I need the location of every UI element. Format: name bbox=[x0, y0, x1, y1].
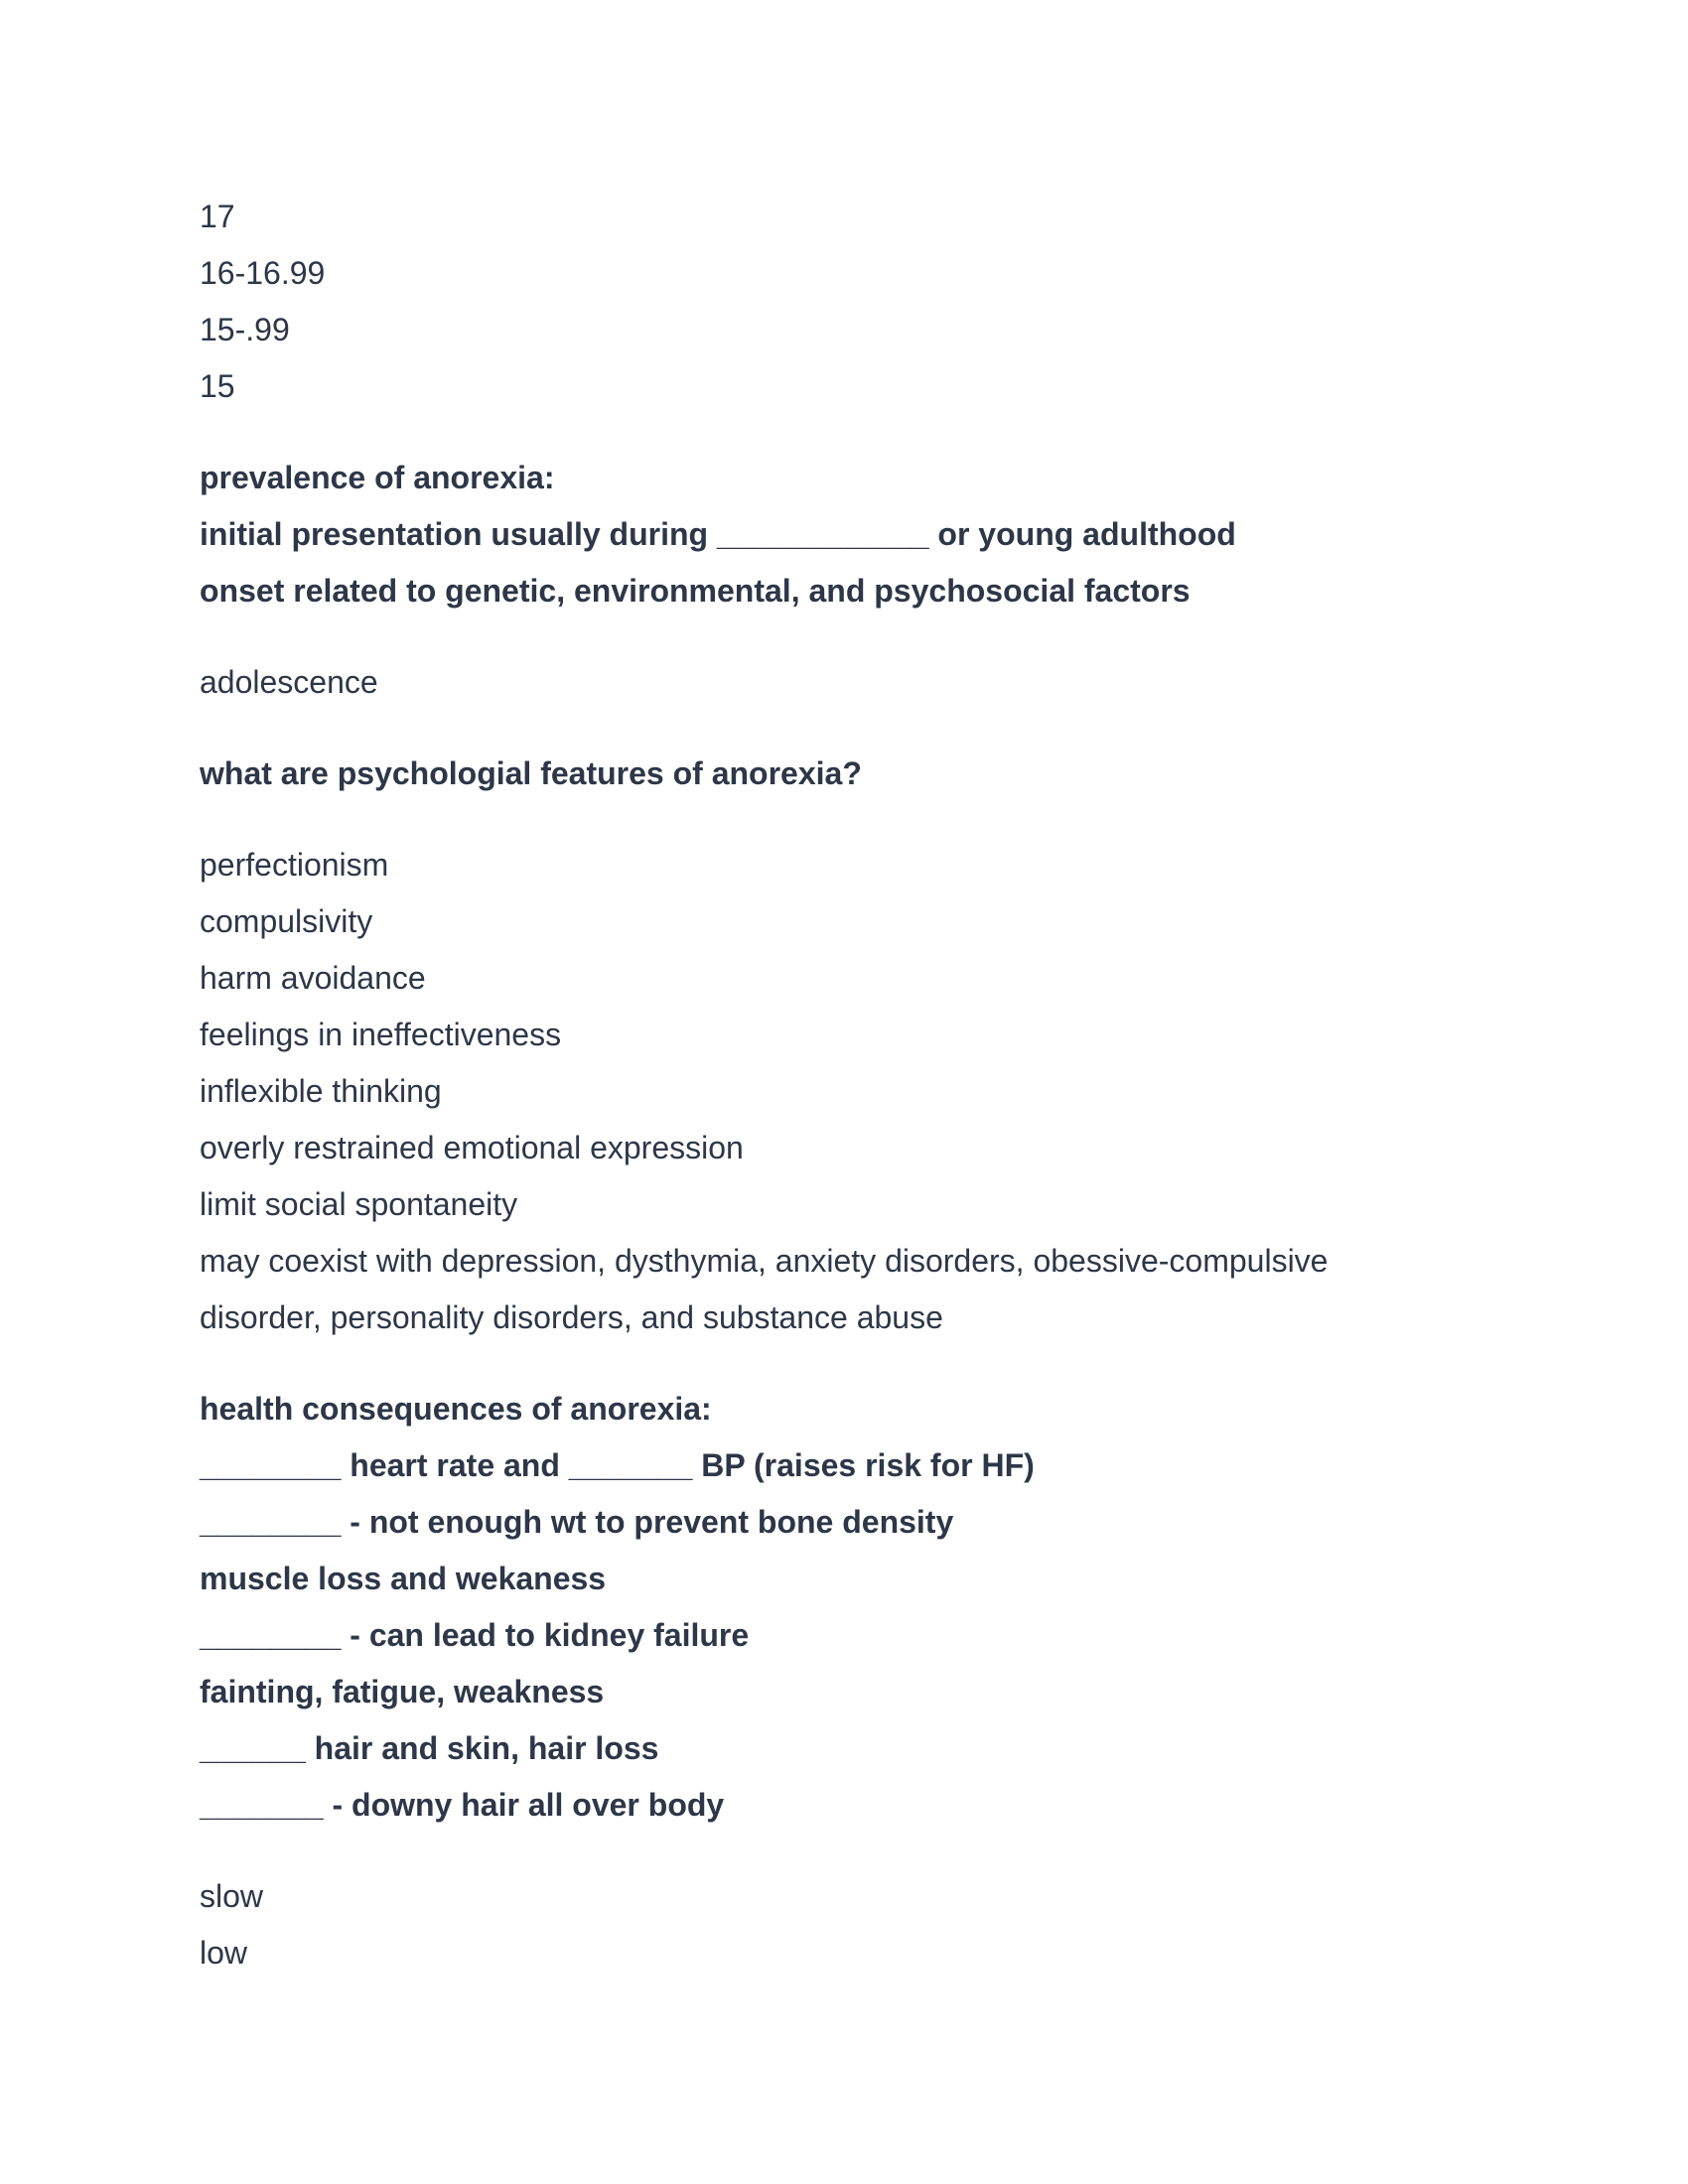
paragraph-answer bbox=[200, 837, 1500, 1346]
paragraph-answer bbox=[200, 654, 1500, 711]
text-line: prevalence of anorexia: bbox=[200, 460, 555, 495]
text-line: compulsivity bbox=[200, 903, 373, 939]
text-line: ______ hair and skin, hair loss bbox=[200, 1730, 659, 1766]
text-line: limit social spontaneity bbox=[200, 1186, 518, 1222]
text-line: 17 bbox=[200, 199, 235, 234]
text-line: 15 bbox=[200, 368, 235, 404]
document-text-block bbox=[200, 189, 1500, 1981]
paragraph-answer bbox=[200, 189, 1500, 415]
paragraph-question bbox=[200, 746, 1500, 802]
text-line: fainting, fatigue, weakness bbox=[200, 1674, 605, 1709]
text-line: 16-16.99 bbox=[200, 255, 326, 291]
text-line: overly restrained emotional expression bbox=[200, 1130, 744, 1165]
paragraph-answer bbox=[200, 1868, 1500, 1981]
text-line: muscle loss and wekaness bbox=[200, 1561, 607, 1596]
text-line: what are psychologial features of anorexia? bbox=[200, 755, 862, 791]
text-line: initial presentation usually during ____________ or young adulthood bbox=[200, 516, 1236, 552]
text-line: health consequences of anorexia: bbox=[200, 1391, 712, 1427]
text-line: feelings in ineffectiveness bbox=[200, 1017, 562, 1052]
text-line: may coexist with depression, dysthymia, anxiety disorders, obessive-compulsive bbox=[200, 1243, 1329, 1279]
text-line: harm avoidance bbox=[200, 960, 426, 996]
text-line: ________ heart rate and _______ BP (raises risk for HF) bbox=[200, 1447, 1035, 1483]
text-line: disorder, personality disorders, and substance abuse bbox=[200, 1299, 943, 1335]
text-line: ________ - can lead to kidney failure bbox=[200, 1617, 750, 1653]
text-line: onset related to genetic, environmental, and psychosocial factors bbox=[200, 573, 1191, 609]
text-line: perfectionism bbox=[200, 847, 389, 883]
paragraph-question bbox=[200, 1381, 1500, 1834]
text-line: adolescence bbox=[200, 664, 378, 700]
text-line: low bbox=[200, 1935, 248, 1971]
text-line: _______ - downy hair all over body bbox=[200, 1787, 725, 1823]
paragraph-question bbox=[200, 450, 1500, 619]
text-line: 15-.99 bbox=[200, 312, 290, 347]
text-line: ________ - not enough wt to prevent bone density bbox=[200, 1504, 954, 1540]
text-line: inflexible thinking bbox=[200, 1073, 442, 1109]
text-line: slow bbox=[200, 1878, 264, 1914]
